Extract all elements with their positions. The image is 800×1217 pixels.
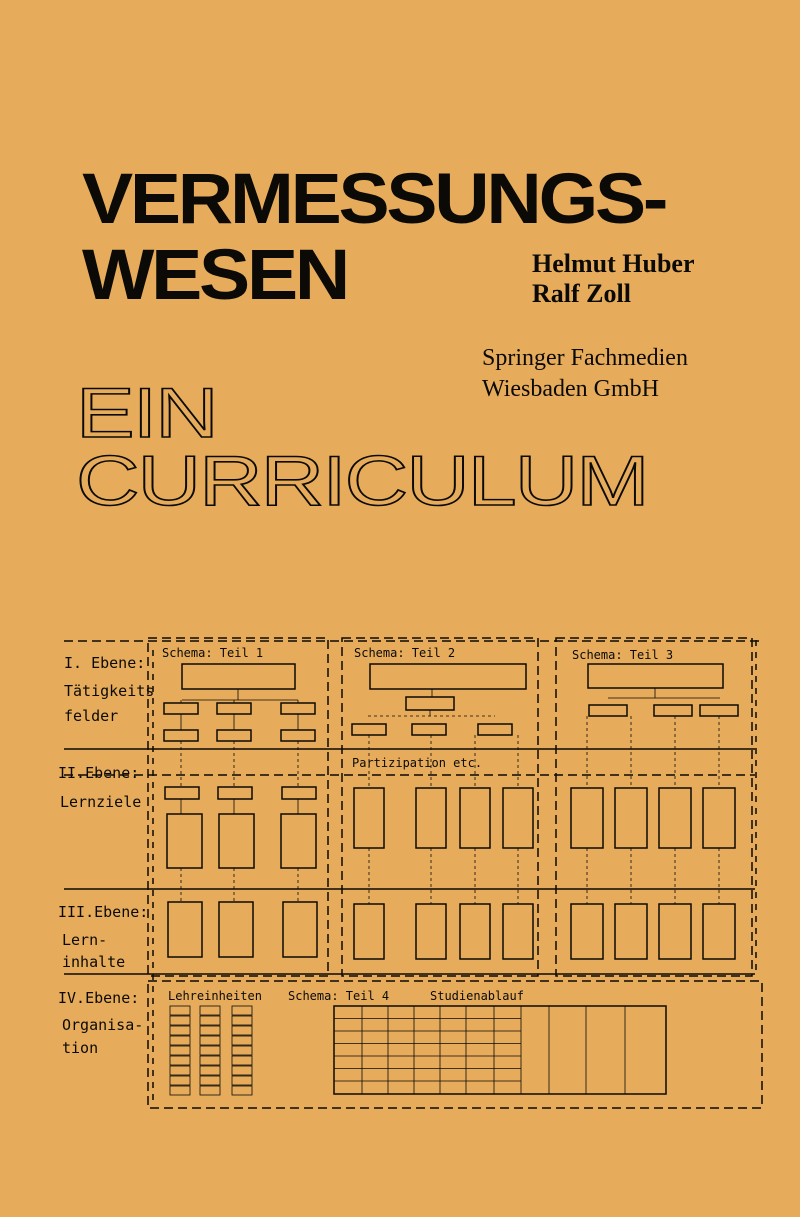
s1-box-a	[281, 703, 315, 714]
s1-box-c	[282, 787, 316, 799]
s3-box-a	[654, 705, 692, 716]
lehreinheit-cell	[200, 1076, 220, 1085]
lehreinheit-cell	[200, 1056, 220, 1065]
s2-box-c	[460, 788, 490, 848]
lehreinheit-cell	[170, 1076, 190, 1085]
s1-box-e	[219, 902, 253, 957]
s3-box-a	[700, 705, 738, 716]
lehreinheit-cell	[232, 1016, 252, 1025]
lehreinheit-cell	[232, 1026, 252, 1035]
lehreinheit-cell	[200, 1026, 220, 1035]
s1-box-a	[217, 703, 251, 714]
s3-box-e	[571, 904, 603, 959]
level-1-label-b: Tätigkeits	[64, 682, 155, 700]
lehreinheit-cell	[170, 1016, 190, 1025]
s1-box-b	[281, 730, 315, 741]
subtitle-line-1: EIN	[76, 373, 217, 453]
s2-box-c	[503, 788, 533, 848]
s2-box-c	[354, 788, 384, 848]
s2-top-box	[370, 664, 526, 689]
s1-box-b	[164, 730, 198, 741]
s1-box-a	[164, 703, 198, 714]
lehreinheit-cell	[170, 1086, 190, 1095]
lehreinheit-cell	[232, 1086, 252, 1095]
s2-box-e	[503, 904, 533, 959]
subtitle-line-2: CURRICULUM	[76, 441, 648, 521]
schema-part-2-label: Schema: Teil 2	[354, 646, 456, 660]
level-1-label-a: I. Ebene:	[64, 654, 146, 672]
lehreinheit-cell	[170, 1046, 190, 1055]
s2-box-c	[416, 788, 446, 848]
s3-box-c	[615, 788, 647, 848]
lehreinheit-cell	[232, 1046, 252, 1055]
s2-box-a	[478, 724, 512, 735]
lehreinheit-cell	[200, 1006, 220, 1015]
lehreinheit-cell	[170, 1026, 190, 1035]
level-2-label-a: II.Ebene:	[58, 764, 140, 782]
lehreinheit-cell	[232, 1036, 252, 1045]
s1-box-d	[219, 814, 254, 868]
s3-box-c	[659, 788, 691, 848]
lehreinheit-cell	[232, 1056, 252, 1065]
schema-part-3-label: Schema: Teil 3	[572, 648, 674, 662]
level-4-label-c: tion	[62, 1039, 99, 1057]
schema-part-4-label: Schema: Teil 4	[288, 989, 390, 1003]
author-1: Helmut Huber	[532, 249, 695, 278]
publisher-line-2: Wiesbaden GmbH	[482, 376, 659, 402]
s1-box-e	[283, 902, 317, 957]
title-line-2: WESEN	[82, 236, 347, 315]
s2-box-a	[412, 724, 446, 735]
s1-box-c	[165, 787, 199, 799]
title-line-1: VERMESSUNGS-	[82, 160, 666, 239]
s2-box-e	[354, 904, 384, 959]
s3-box-a	[589, 705, 627, 716]
level-2-label-b: Lernziele	[60, 793, 142, 811]
s2-box-e	[416, 904, 446, 959]
studienablauf-label: Studienablauf	[430, 989, 524, 1003]
lehreinheit-cell	[232, 1006, 252, 1015]
level-3-label-a: III.Ebene:	[58, 903, 149, 921]
s2-mid-box	[406, 697, 454, 710]
level-3-label-b: Lern-	[62, 931, 108, 949]
level-4-label-a: IV.Ebene:	[58, 989, 140, 1007]
level-3-label-c: inhalte	[62, 953, 126, 971]
s1-box-e	[168, 902, 202, 957]
s3-box-e	[615, 904, 647, 959]
s3-box-e	[659, 904, 691, 959]
lehreinheit-cell	[200, 1046, 220, 1055]
s2-box-e	[460, 904, 490, 959]
lehreinheit-cell	[200, 1016, 220, 1025]
author-2: Ralf Zoll	[532, 279, 631, 308]
s3-box-c	[571, 788, 603, 848]
s1-top-box	[182, 664, 295, 689]
level-1-label-c: felder	[64, 707, 119, 725]
s3-top-box	[588, 664, 723, 688]
s3-box-c	[703, 788, 735, 848]
lehreinheiten-label: Lehreinheiten	[168, 989, 262, 1003]
lehreinheit-cell	[232, 1076, 252, 1085]
s1-box-d	[281, 814, 316, 868]
s1-box-c	[218, 787, 252, 799]
publisher-line-1: Springer Fachmedien	[482, 345, 688, 371]
lehreinheit-cell	[232, 1066, 252, 1075]
lehreinheit-cell	[200, 1086, 220, 1095]
s1-box-b	[217, 730, 251, 741]
schema-part-1-label: Schema: Teil 1	[162, 646, 264, 660]
s2-box-a	[352, 724, 386, 735]
lehreinheit-cell	[170, 1066, 190, 1075]
s3-box-e	[703, 904, 735, 959]
level-4-label-b: Organisa-	[62, 1016, 144, 1034]
lehreinheit-cell	[200, 1036, 220, 1045]
lehreinheit-cell	[170, 1056, 190, 1065]
lehreinheit-cell	[200, 1066, 220, 1075]
s1-box-d	[167, 814, 202, 868]
lehreinheit-cell	[170, 1036, 190, 1045]
partizipation-label: Partizipation etc.	[352, 756, 483, 770]
lehreinheit-cell	[170, 1006, 190, 1015]
